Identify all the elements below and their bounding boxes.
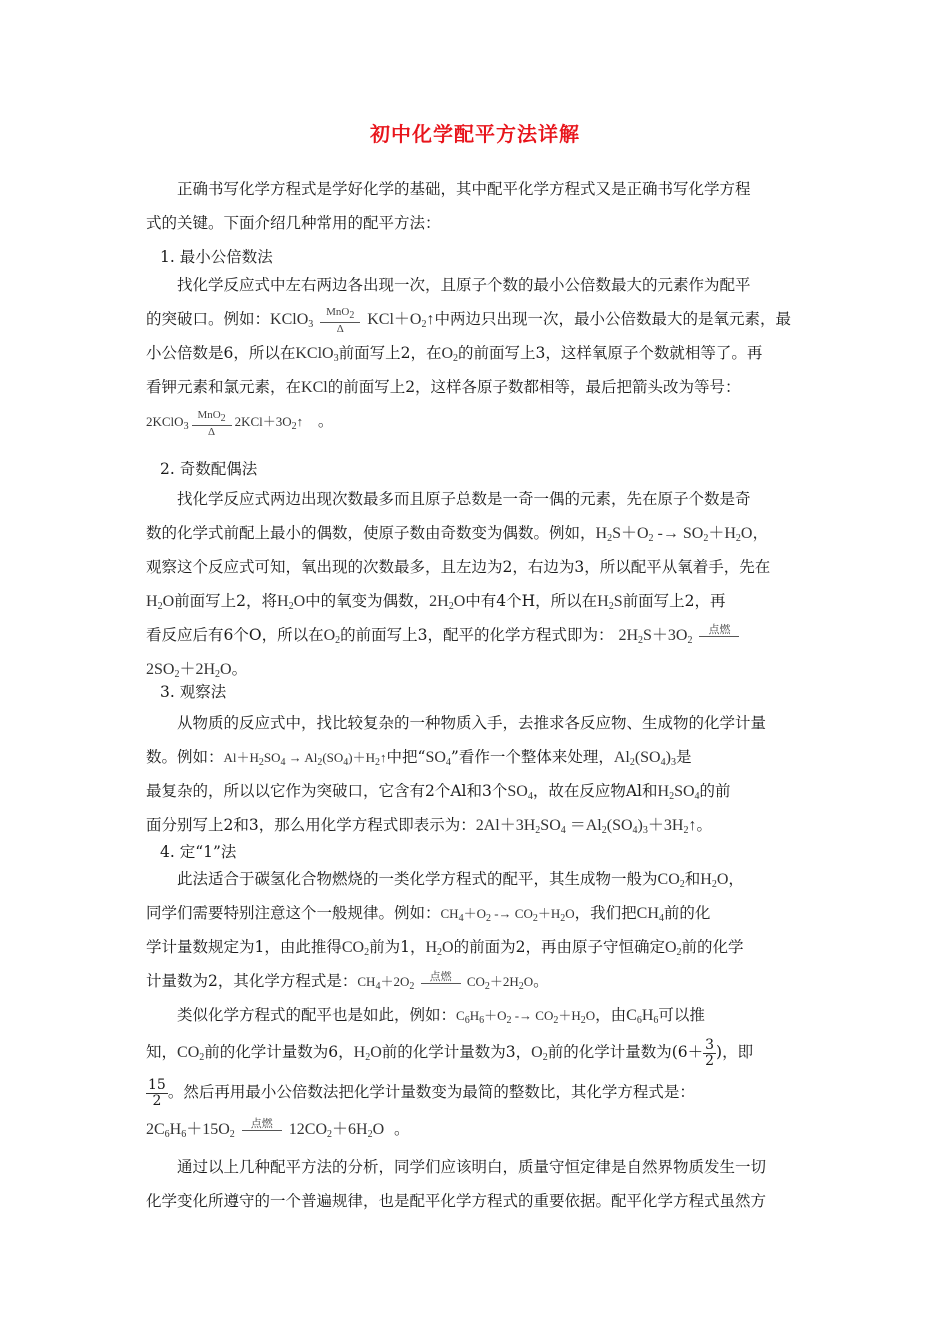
fraction: $\frac{3}{2}$	[705, 1036, 715, 1069]
conclusion-paragraph	[146, 1150, 806, 1218]
text-line: 数的化学式前配上最小的偶数，使原子数由奇数变为偶数。例如，$H_2S+O_2 -\to SO_2+H_2O$，	[146, 524, 769, 544]
intro-paragraph	[146, 172, 806, 240]
fraction: $\frac{15}{2}$	[148, 1076, 166, 1109]
section-3-paragraph	[146, 706, 806, 842]
text-line: $2SO_2+2H_2O$。	[146, 660, 248, 680]
text-line: 看反应后有6个O，所以在$O_2$的前面写上3，配平的化学方程式即为： $2H_2S+3O_2$ 点燃	[146, 618, 806, 652]
text-line: 找化学反应式中左右两边各出现一次，且原子个数的最小公倍数最大的元素作为配平	[177, 276, 751, 294]
text-line: 学计量数规定为1，由此推得$CO_2$前为1，$H_2O$的前面为2，再由原子守恒确定$O_2$前的化学	[146, 938, 744, 958]
text-line: 同学们需要特别注意这个一般规律。例如：$CH_4+O_2 -\to CO_2+H_2O$，我们把$CH_4$前的化	[146, 904, 711, 924]
equation: 2KClO$_3$ MnO$_2$ Δ $2KCl+3O_2↑$	[146, 408, 304, 438]
page-title: 初中化学配平方法详解	[370, 122, 580, 146]
text-line: 小公倍数是6，所以在KClO$_3$前面写上2，在$O_2$的前面写上3，这样氧原子个数就相等了。再	[146, 344, 763, 364]
text-line: 化学变化所遵守的一个普遍规律，也是配平化学方程式的重要依据。配平化学方程式虽然方	[146, 1192, 767, 1210]
text-line: 找化学反应式两边出现次数最多而且原子总数是一奇一偶的元素，先在原子个数是奇	[177, 490, 751, 508]
section-4-paragraph	[146, 862, 806, 1146]
equation: $2Al+3H_2SO_4$ $=Al_2(SO_4)_3+3H_2↑$	[475, 817, 697, 836]
text-line: $2C_6H_6+15O_2$ 点燃 $12CO_2+6H_2O$ 。	[146, 1117, 410, 1140]
text-line: 正确书写化学方程式是学好化学的基础，其中配平化学方程式又是正确书写化学方程	[177, 180, 751, 198]
equation: $H_2S+O_2 -\to SO_2+H_2O$，	[595, 525, 769, 544]
equation: $2H_2S+3O_2$ 点燃	[618, 627, 742, 644]
text-line: 知，$CO_2$前的化学计量数为6，$H_2O$前的化学计量数为3，$O_2$前的化学计量数为(6＋ $\frac{3}{2}$ )，即	[146, 1036, 754, 1069]
text-line: 从物质的反应式中，找比较复杂的一种物质入手，去推求各反应物、生成物的化学计量	[177, 714, 767, 732]
text-line: 计量数为2，其化学方程式是：$CH_4+2O_2$ 点燃 $CO_2+2H_2O$。	[146, 970, 549, 992]
section-heading-1: 1. 最小公倍数法	[160, 248, 273, 266]
text-line: $H_2O$前面写上2，将$H_2O$中的氧变为偶数，$2H_2O$中有4个H，所以在$H_2S$前面写上2，再	[146, 592, 726, 612]
section-heading-2: 2. 奇数配偶法	[160, 460, 258, 478]
section-1-paragraph	[146, 268, 806, 438]
text-line: 2KClO$_3$ MnO$_2$ Δ $2KCl+3O_2↑$ 。	[146, 408, 334, 438]
section-heading-4: 4. 定“1”法	[160, 843, 237, 861]
text-line: 此法适合于碳氢化合物燃烧的一类化学方程式的配平，其生成物一般为$CO_2$和$H_2O$，	[177, 870, 744, 890]
text-line: 数。例如：$Al+H_2SO_4$ → $Al_2(SO_4)+H_2↑$中把“$SO_4$”看作一个整体来处理，$Al_2(SO_4)_3$是	[146, 748, 692, 768]
text-line: 最复杂的，所以以它作为突破口，它含有2个Al和3个$SO_4$，故在反应物Al和$H_2SO_4$的前	[146, 782, 731, 802]
text-line: 通过以上几种配平方法的分析，同学们应该明白，质量守恒定律是自然界物质发生一切	[177, 1158, 767, 1176]
text-line: 看钾元素和氯元素，在KCl的前面写上2，这样各原子数都相等，最后把箭头改为等号：	[146, 378, 741, 396]
text-line: 类似化学方程式的配平也是如此，例如：$C_6H_6+O_2 -\to CO_2+H_2O$，由$C_6H_6$可以推	[177, 1006, 705, 1026]
text-line: 面分别写上2和3，那么用化学方程式即表示为：$2Al+3H_2SO_4$ $=Al_2(SO_4)_3+3H_2↑$。	[146, 816, 712, 836]
text-line: 的突破口。例如：KClO$_3$ MnO$_2$ Δ $KCl+O_2↑$中两边只出现一次，最小公倍数最大的是氧元素，最	[146, 305, 791, 335]
text-line: 观察这个反应式可知，氧出现的次数最多，且左边为2，右边为3，所以配平从氧着手，先在	[146, 558, 771, 576]
equation: KClO$_3$ MnO$_2$ Δ $KCl+O_2↑$	[270, 305, 435, 335]
section-2-paragraph	[146, 482, 806, 686]
text-line: 式的关键。下面介绍几种常用的配平方法：	[146, 214, 441, 232]
section-heading-3: 3. 观察法	[160, 683, 227, 701]
text-line: $\frac{15}{2}$ 。然后再用最小公倍数法把化学计量数变为最简的整数比，其化学方程式是：	[148, 1076, 695, 1109]
equation: $2C_6H_6+15O_2$ 点燃 $12CO_2+6H_2O$	[146, 1117, 385, 1140]
equation: $CH_4+2O_2$ 点燃 $CO_2+2H_2O$	[357, 970, 534, 992]
